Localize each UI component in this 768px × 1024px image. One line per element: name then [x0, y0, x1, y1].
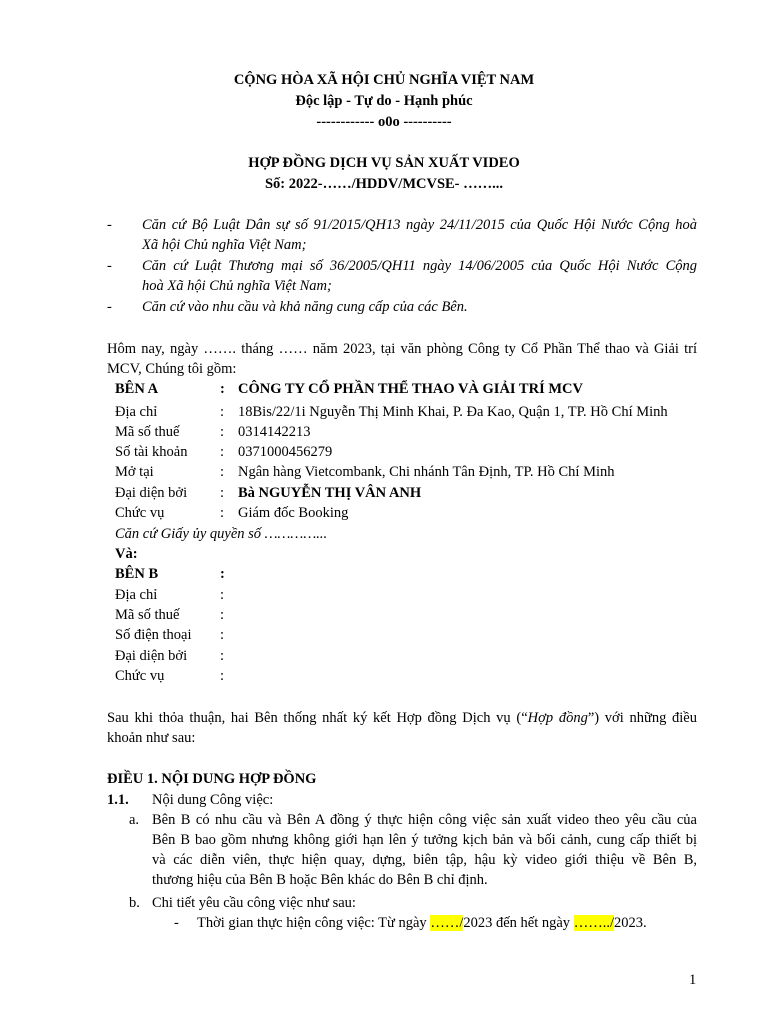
header-separator: ------------ o0o ----------	[316, 114, 452, 130]
list-bullet: -	[107, 217, 112, 233]
field-label: Đại diện bởi	[115, 648, 188, 664]
party-a-account: 0371000456279	[238, 444, 333, 460]
section-1-1-number: 1.1.	[107, 792, 129, 808]
authorization-line: Căn cứ Giấy ủy quyền số …………...	[115, 526, 328, 542]
legal-basis-1: Căn cứ Bộ Luật Dân sự số 91/2015/QH13 ngày 24/11/2015 của Quốc Hội Nước Cộng hoà Xã hội Chủ nghĩa Việt Nam;	[142, 217, 697, 253]
field-label: Đại diện bởi	[115, 485, 188, 501]
field-label: Số tài khoản	[115, 444, 188, 460]
intro-paragraph: Hôm nay, ngày ……. tháng …… năm 2023, tại văn phòng Công ty Cổ Phần Thể thao và Giải trí MCV, Chúng tôi gồm:	[107, 341, 697, 377]
list-bullet: -	[107, 258, 112, 274]
end-date-placeholder: ……../	[573, 915, 614, 931]
list-bullet: -	[107, 299, 112, 315]
contract-page: CỘNG HÒA XÃ HỘI CHỦ NGHĨA VIỆT NAM Độc lập - Tự do - Hạnh phúc ------------ o0o ---------- HỢP ĐỒNG DỊCH VỤ SẢN XUẤT VIDEO Số: 2022-……/HDDV/MCVSE- ……... - Căn cứ Bộ Luật Dân sự số 91/2015/QH13 ngày 24/11/2015 của Quốc Hội Nước Cộng hoà Xã hội Chủ nghĩa Việt Nam; - Căn cứ Luật Thương mại số 36/2005/QH11 ngày 14/06/2005 của Quốc Hội Nước Cộng hoà Xã hội Chủ nghĩa Việt Nam; - Căn cứ vào nhu cầu và khả năng cung cấp của các Bên. Hôm nay, ngày ……. tháng …… năm 2023, tại văn phòng Công ty Cổ Phần Thể thao và Giải trí MCV, Chúng tôi gồm: BÊN A : CÔNG TY CỔ PHẦN THỂ THAO VÀ GIẢI TRÍ MCV Địa chỉ : 18Bis/22/1i Nguyễn Thị Minh Khai, P. Đa Kao, Quận 1, TP. Hồ Chí Minh Mã số thuế : 0314142213 Số tài khoản : 0371000456279 Mở tại : Ngân hàng Vietcombank, Chi nhánh Tân Định, TP. Hồ Chí Minh Đại diện bởi : Bà NGUYỄN THỊ VÂN ANH Chức vụ : Giám đốc Booking Căn cứ Giấy ủy quyền số …………... Và: BÊN B : Địa chỉ : Mã số thuế : Số điện thoại : Đại diện bởi : Chức vụ : Sau khi thỏa thuận, hai Bên thống nhất ký kết Hợp đồng Dịch vụ (“Hợp đồng”) với những điều khoản như sau: ĐIỀU 1. NỘI DUNG HỢP ĐỒNG 1.1. Nội dung Công việc: a. Bên B có nhu cầu và Bên A đồng ý thực hiện công việc sản xuất video theo yêu cầu của Bên B bao gồm nhưng không giới hạn lên ý tưởng kịch bản và bối cảnh, cung cấp thiết bị và các diễn viên, thực hiện quay, dựng, biên tập, hậu kỳ video giới thiệu về Bên B, thương hiệu của Bên B hoặc Bên khác do Bên B chỉ định. b. Chi tiết yêu cầu công việc như sau: - Thời gian thực hiện công việc: Từ ngày ……/2023 đến hết ngày ……../2023. 1	[0, 0, 768, 1024]
field-label: Số điện thoại	[115, 627, 192, 643]
field-label: Mã số thuế	[115, 607, 180, 623]
work-time-line: Thời gian thực hiện công việc: Từ ngày ……/2023 đến hết ngày ……../2023.	[197, 915, 647, 931]
page-number: 1	[689, 972, 697, 988]
item-b-text: Chi tiết yêu cầu công việc như sau:	[152, 895, 356, 911]
list-bullet: -	[174, 915, 179, 931]
national-motto: Độc lập - Tự do - Hạnh phúc	[295, 93, 473, 109]
party-a-representative: Bà NGUYỄN THỊ VÂN ANH	[238, 485, 422, 501]
and-label: Và:	[115, 546, 138, 562]
field-label: Địa chỉ	[115, 404, 158, 420]
contract-title: HỢP ĐỒNG DỊCH VỤ SẢN XUẤT VIDEO	[248, 155, 520, 171]
party-a-name: CÔNG TY CỔ PHẦN THỂ THAO VÀ GIẢI TRÍ MCV	[238, 381, 583, 397]
agreement-paragraph: Sau khi thỏa thuận, hai Bên thống nhất ký kết Hợp đồng Dịch vụ (“Hợp đồng”) với những điều khoản như sau:	[107, 710, 697, 746]
party-a-position: Giám đốc Booking	[238, 505, 349, 521]
start-date-placeholder: ……/	[430, 915, 464, 931]
field-label: Mở tại	[115, 464, 154, 480]
field-label: Chức vụ	[115, 668, 165, 684]
item-b-marker: b.	[129, 895, 140, 911]
party-a-address: 18Bis/22/1i Nguyễn Thị Minh Khai, P. Đa Kao, Quận 1, TP. Hồ Chí Minh	[238, 404, 668, 420]
section-1-1-title: Nội dung Công việc:	[152, 792, 274, 808]
field-label: Chức vụ	[115, 505, 165, 521]
party-a-label: BÊN A	[115, 381, 159, 397]
item-a-text: Bên B có nhu cầu và Bên A đồng ý thực hiện công việc sản xuất video theo yêu cầu của Bên B bao gồm nhưng không giới hạn lên ý tưởng kịch bản và bối cảnh, cung cấp thiết bị và các diễn viên, thực hiện quay, dựng, biên tập, hậu kỳ video giới thiệu về Bên B, thương hiệu của Bên B hoặc Bên khác do Bên B chỉ định.	[152, 812, 697, 888]
item-a-marker: a.	[129, 812, 140, 828]
contract-term: Hợp đồng	[527, 710, 588, 726]
party-a-bank: Ngân hàng Vietcombank, Chi nhánh Tân Định, TP. Hồ Chí Minh	[238, 464, 615, 480]
country-header: CỘNG HÒA XÃ HỘI CHỦ NGHĨA VIỆT NAM	[233, 72, 535, 88]
party-a-tax-code: 0314142213	[238, 424, 311, 440]
field-label: Địa chỉ	[115, 587, 158, 603]
article-1-heading: ĐIỀU 1. NỘI DUNG HỢP ĐỒNG	[107, 771, 317, 787]
legal-basis-3: Căn cứ vào nhu cầu và khả năng cung cấp của các Bên.	[142, 299, 468, 315]
contract-number: Số: 2022-……/HDDV/MCVSE- ……...	[264, 176, 504, 192]
party-b-label: BÊN B	[115, 566, 159, 582]
legal-basis-2: Căn cứ Luật Thương mại số 36/2005/QH11 ngày 14/06/2005 của Quốc Hội Nước Cộng hoà Xã hội Chủ nghĩa Việt Nam;	[142, 258, 697, 294]
field-label: Mã số thuế	[115, 424, 180, 440]
